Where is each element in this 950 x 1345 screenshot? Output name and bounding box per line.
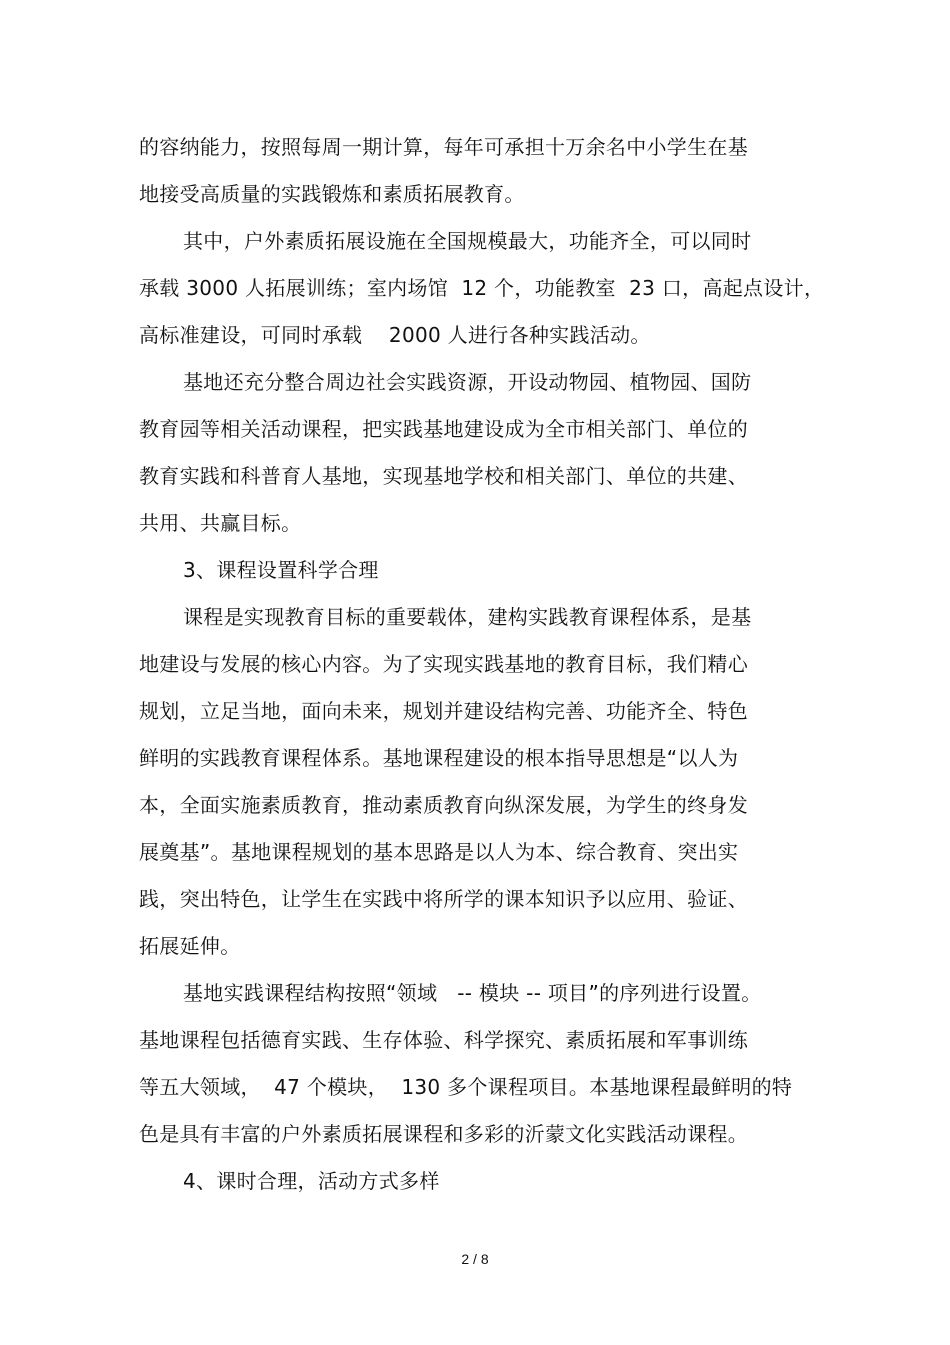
text-line: 践，突出特色，让学生在实践中将所学的课本知识予以应用、验证、 [139,887,748,911]
paragraph-start-line: 其中，户外素质拓展设施在全国规模最大，功能齐全，可以同时 [183,229,752,253]
text-line: 本，全面实施素质教育，推动素质教育向纵深发展，为学生的终身发 [139,793,748,817]
text-line: 基地课程包括德育实践、生存体验、科学探究、素质拓展和军事训练 [139,1028,748,1052]
text-line: 色是具有丰富的户外素质拓展课程和多彩的沂蒙文化实践活动课程。 [139,1122,748,1146]
text-line: 的容纳能力，按照每周一期计算，每年可承担十万余名中小学生在基 [139,135,748,159]
section-heading: 4、课时合理，活动方式多样 [183,1169,440,1193]
text-line: 承载 3000 人拓展训练；室内场馆 12 个，功能教室 23 口，高起点设计， [139,276,825,300]
paragraph-start-line: 课程是实现教育目标的重要载体，建构实践教育课程体系，是基 [183,605,752,629]
paragraph-start-line: 基地还充分整合周边社会实践资源，开设动物园、植物园、国防 [183,370,752,394]
paragraph-start-line: 基地实践课程结构按照“领域 -- 模块 -- 项目”的序列进行设置。 [183,981,762,1005]
text-line: 教育园等相关活动课程，把实践基地建设成为全市相关部门、单位的 [139,417,748,441]
text-line: 地接受高质量的实践锻炼和素质拓展教育。 [139,182,525,206]
text-line: 等五大领域， 47 个模块， 130 多个课程项目。本基地课程最鲜明的特 [139,1075,793,1099]
text-line: 拓展延伸。 [139,934,241,958]
section-heading: 3、课程设置科学合理 [183,558,379,582]
page-number: 2 / 8 [461,1251,489,1267]
text-line: 教育实践和科普育人基地，实现基地学校和相关部门、单位的共建、 [139,464,748,488]
text-line: 规划，立足当地，面向未来，规划并建设结构完善、功能齐全、特色 [139,699,748,723]
text-line: 地建设与发展的核心内容。为了实现实践基地的教育目标，我们精心 [139,652,748,676]
text-line: 展奠基”。基地课程规划的基本思路是以人为本、综合教育、突出实 [139,840,739,864]
text-line: 鲜明的实践教育课程体系。基地课程建设的根本指导思想是“以人为 [139,746,739,770]
text-line: 共用、共赢目标。 [139,511,302,535]
text-line: 高标准建设，可同时承载 2000 人进行各种实践活动。 [139,323,651,347]
